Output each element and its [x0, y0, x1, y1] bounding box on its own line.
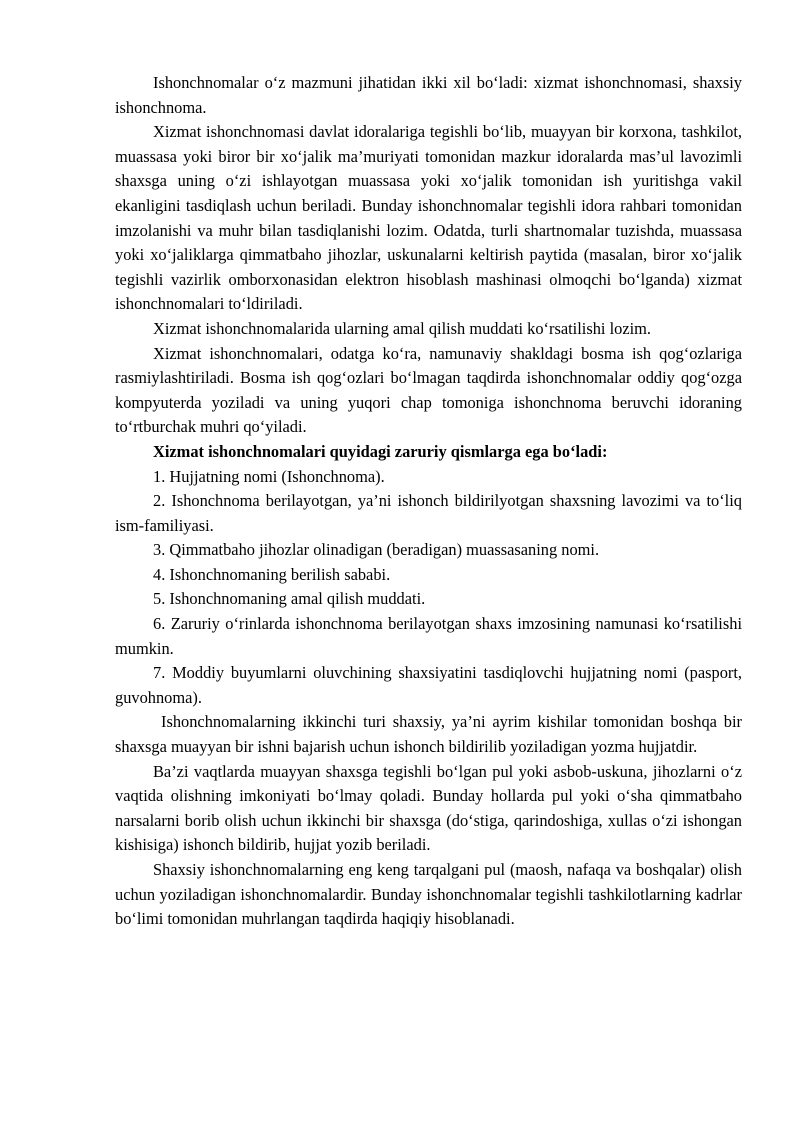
- paragraph-required-parts-heading: Xizmat ishonchnomalari quyidagi zaruriy qismlarga ega bo‘ladi:: [153, 441, 608, 461]
- paragraph-personal-definition: Ishonchnomalarning ikkinchi turi shaxsiy, ya’ni ayrim kishilar tomonidan boshqa bir shaxsga muayyan bir ishni bajarish uchun ishonch bildirilib yoziladigan yozma hujjatdir.: [115, 712, 742, 757]
- list-item-2: 2. Ishonchnoma berilayotgan, ya’ni ishonch bildirilyotgan shaxsning lavozimi va to‘liq ism-familiyasi.: [115, 491, 742, 535]
- document-page: [115, 71, 742, 932]
- list-item-4: 4. Ishonchnomaning berilish sababi.: [153, 564, 391, 584]
- list-item-5: 5. Ishonchnomaning amal qilish muddati.: [153, 589, 426, 609]
- paragraph-personal-common: Shaxsiy ishonchnomalarning eng keng tarqalgani pul (maosh, nafaqa va boshqalar) olish uchun yoziladigan ishonchnomalardir. Bunday ishonchnomalar tegishli tashkilotlarning kadrlar bo‘limi tomonidan muhrlangan taqdirda haqiqiy hisoblanadi.: [115, 860, 742, 929]
- list-item-3: 3. Qimmatbaho jihozlar olinadigan (beradigan) muassasaning nomi.: [153, 540, 600, 560]
- paragraph-form-paper: Xizmat ishonchnomalari, odatga ko‘ra, namunaviy shakldagi bosma ish qog‘ozlariga rasmiylashtiriladi. Bosma ish qog‘ozlari bo‘lmagan taqdirda ishonchnomalar oddiy qog‘ozga kompyuterda yoziladi va uning yuqori chap tomoniga ishonchnoma beruvchi idoraning to‘rtburchak muhri qo‘yiladi.: [115, 343, 742, 437]
- paragraph-types-intro: Ishonchnomalar o‘z mazmuni jihatidan ikki xil bo‘ladi: xizmat ishonchnomasi, shaxsiy ishonchnoma.: [115, 73, 742, 117]
- paragraph-personal-example: Ba’zi vaqtlarda muayyan shaxsga tegishli bo‘lgan pul yoki asbob-uskuna, jihozlarni o‘z vaqtida olishning imkoniyati bo‘lmay qoladi. Bunday hollarda pul yoki o‘sha qimmatbaho narsalarni borib olish uchun ikkinchi bir shaxsga (do‘stiga, qarindoshiga, xullas o‘zi ishongan kishisiga) ishonch bildirib, hujjat yozib beriladi.: [115, 761, 742, 855]
- paragraph-service-definition: Xizmat ishonchnomasi davlat idoralariga tegishli bo‘lib, muayyan bir korxona, tashkilot, muassasa yoki biror bir xo‘jalik ma’muriyati tomonidan mazkur idoralarda mas’ul lavozimli shaxsga uning o‘zi ishlayotgan muassasa yoki xo‘jalik tomonidan ish yuritishga vakil ekanligini tasdiqlash uchun beriladi. Bunday ishonchnomalar tegishli idora rahbari tomonidan imzolanishi va muhr bilan tasdiqlanishi lozim. Odatda, turli shartnomalar tuzishda, muassasa yoki xo‘jaliklarga qimmatbaho jihozlar, uskunalarni keltirish paytida (masalan, biror xo‘jalik tegishli vazirlik omborxonasidan elektron hisoblash mashinasi olmoqchi bo‘lganda) xizmat ishonchnomalari to‘ldiriladi.: [115, 122, 742, 314]
- paragraph-validity-period: Xizmat ishonchnomalarida ularning amal qilish muddati ko‘rsatilishi lozim.: [153, 318, 651, 338]
- list-item-6: 6. Zaruriy o‘rinlarda ishonchnoma berilayotgan shaxs imzosining namunasi ko‘rsatilishi mumkin.: [115, 614, 742, 658]
- list-item-7: 7. Moddiy buyumlarni oluvchining shaxsiyatini tasdiqlovchi hujjatning nomi (pasport, guvohnoma).: [115, 663, 742, 707]
- list-item-1: 1. Hujjatning nomi (Ishonchnoma).: [153, 466, 385, 486]
